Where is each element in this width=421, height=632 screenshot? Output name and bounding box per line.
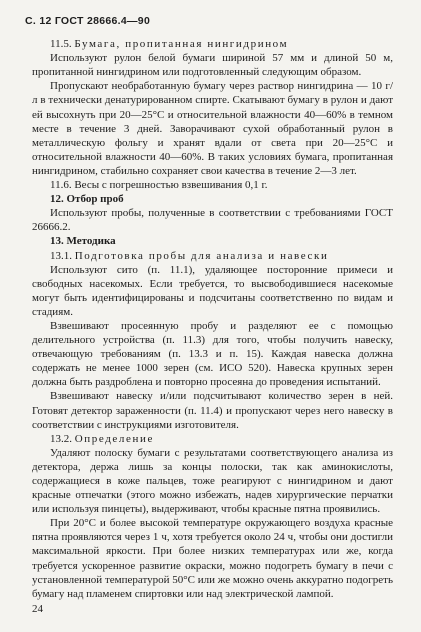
section-13-1-paragraph-2: Взвешивают просеянную пробу и разделяют ее с помощью делительного устройства (п. 11.3) для того, чтобы получить навеску, отвечающую требованиям (п. 13.3 и п. 15). Каждая навеска должна содержать не менее 1000 зерен (см. ИСО 520). Навеска крупных зерен должна быть раздроблена и повторно просеяна до проведения испытаний. — [32, 319, 393, 389]
page-header: С. 12 ГОСТ 28666.4—90 — [25, 15, 151, 27]
section-11-5-heading — [32, 37, 393, 51]
section-11-5-paragraph-1: Используют рулон белой бумаги шириной 57 мм и длиной 50 м, пропитанной нингидрином или подготовленный следующим образом. — [32, 52, 393, 79]
section-13-2-heading — [32, 432, 393, 446]
section-13-1-number: 13.1. — [50, 249, 72, 262]
section-11-5-paragraph-2: Пропускают необработанную бумагу через раствор нингидрина — 10 г/л в технически денатурированном спирте. Скатывают бумагу в рулон и дают ей высохнуть при 20—25°С и относительной влажности 40—60% в темном месте в течение 3 дней. Заворачивают сухой обработанный рулон в металлическую фольгу и хранят вдали от света при 20—25°С и относительной влажности 40—60%. В таких условиях бумага, пропитанная нингидрином, стабильно сохраняет свои качества в течение 2—3 лет. — [32, 80, 393, 177]
section-13-1-paragraph-1: Используют сито (п. 11.1), удаляющее посторонние примеси и свободных насекомых. Если требуется, то высвободившиеся насекомые могут быть идентифицированы и подсчитаны соответственно по видам и стадиям. — [32, 263, 393, 318]
section-12-heading: 12. Отбор проб — [50, 193, 124, 206]
section-11-5-number: 11.5. — [50, 38, 72, 51]
section-13-2-title: Определение — [74, 432, 154, 445]
section-12-paragraph-1: Используют пробы, полученные в соответствии с требованиями ГОСТ 26666.2. — [32, 207, 393, 234]
section-13-heading: 13. Методика — [50, 235, 116, 248]
section-13-1-title: Подготовка пробы для анализа и навески — [74, 249, 329, 262]
section-13-2-paragraph-1: Удаляют полоску бумаги с результатами соответствующего анализа из детектора, держа лишь за концы полоски, так как аминокислоты, содержащиеся в коже пальцев, тоже реагируют с нингидрином и дают красные отпечатки (этого можно избежать, надев хирургические перчатки или используя пинцеты), выдерживают, чтобы красные пятна проявились. — [32, 446, 393, 516]
section-11-5-title: Бумага, пропитанная нингидрином — [74, 38, 289, 51]
section-13-2-paragraph-2: При 20°С и более высокой температуре окружающего воздуха красные пятна проявляются через 1 ч, хотя требуется около 24 ч, чтобы они достигли максимальной яркости. При более низких температурах или же, когда требуется ускоренное развитие окраски, можно подогреть бумагу в печи с установленной температурой 50°С или же можно очень аккуратно подогреть бумагу над пламенем спиртовки или над электрической лампой. — [32, 517, 393, 600]
section-13-1-paragraph-3: Взвешивают навеску и/или подсчитывают количество зерен в ней. Готовят детектор зараженности (п. 11.4) и пропускают через него навеску в соответствии с инструкциями изготовителя. — [32, 390, 393, 431]
section-13-2-number: 13.2. — [50, 432, 72, 445]
section-13-1-heading — [32, 249, 393, 263]
page-number: 24 — [32, 603, 43, 615]
section-11-6: 11.6. Весы с погрешностью взвешивания 0,1 г. — [50, 179, 268, 192]
